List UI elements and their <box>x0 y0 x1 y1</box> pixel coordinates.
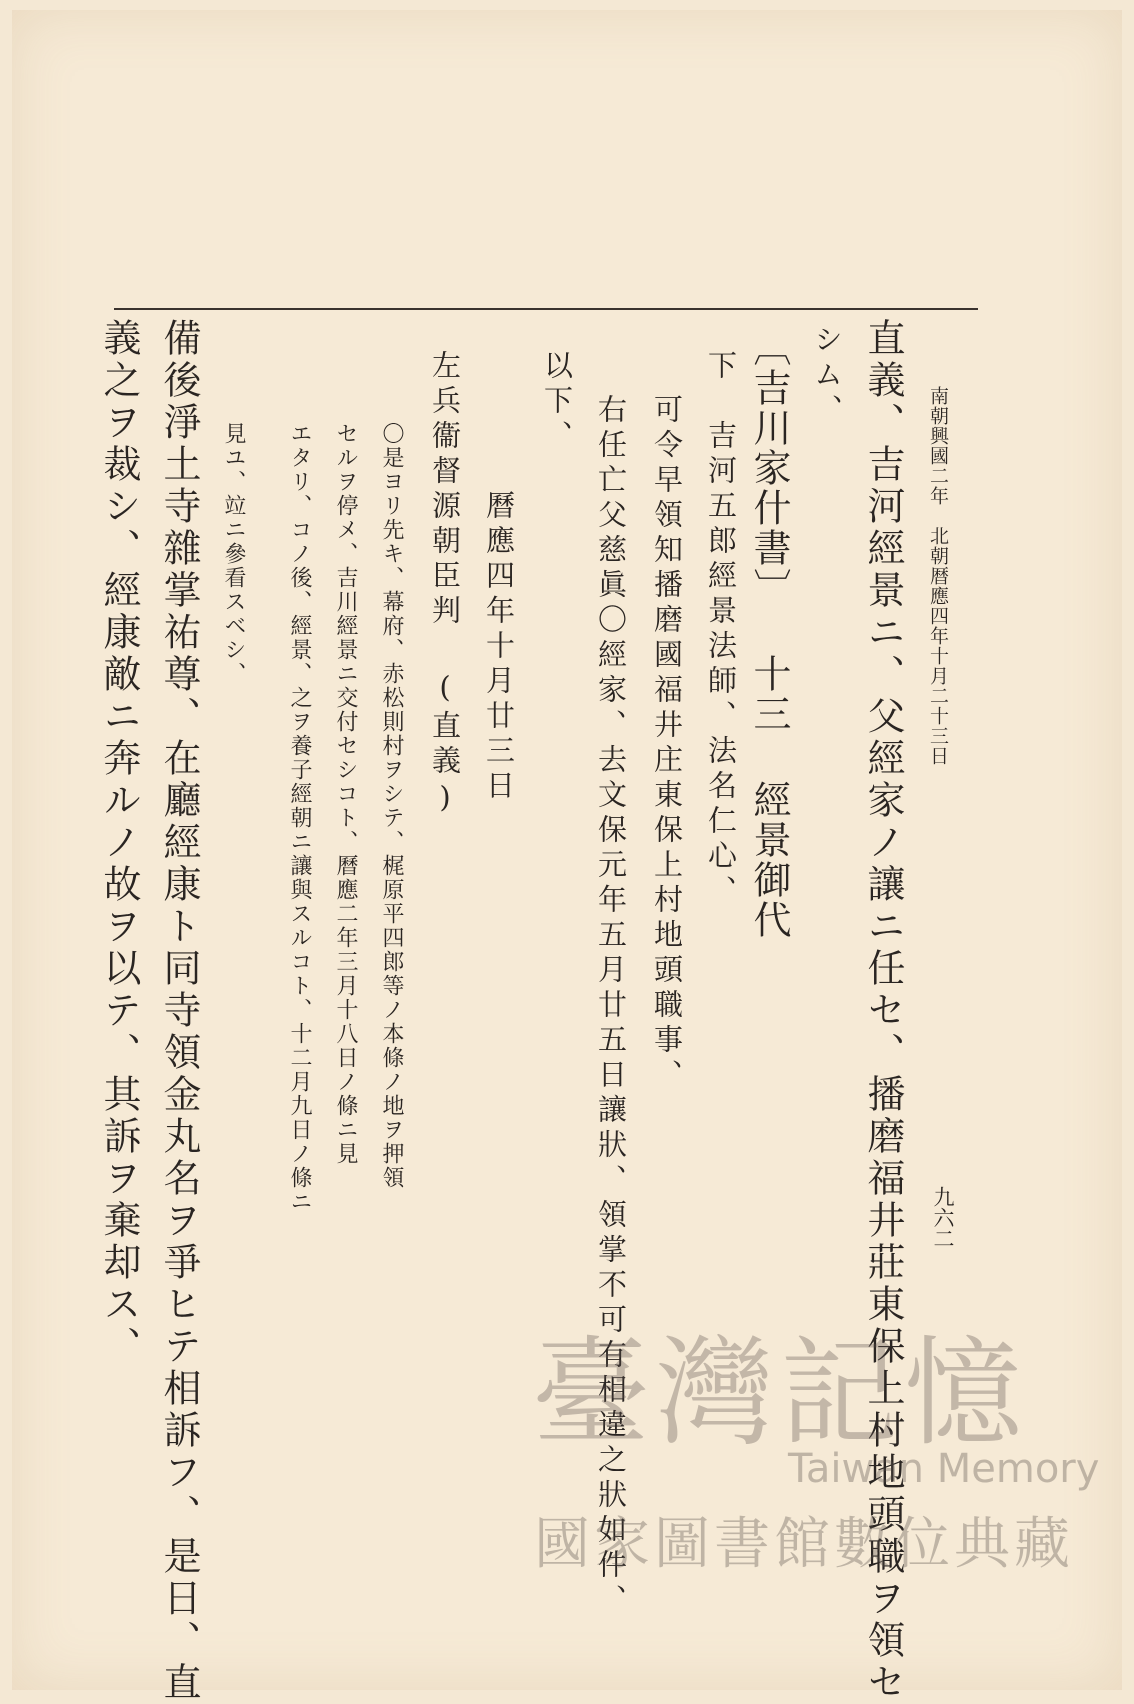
watermark-chinese: 國家圖書館數位典藏 <box>534 1512 1074 1577</box>
text-column-15: 義之ヲ裁シ、經康敵ニ奔ルノ故ヲ以テ、其訴ヲ棄却ス、 <box>97 318 141 1368</box>
note-column-4: 見ユ、竝ニ參看スベシ、 <box>221 422 246 686</box>
page-number: 九六二 <box>931 1186 955 1249</box>
text-column-5: 可令早領知播磨國福井庄東保上村地頭職事、 <box>650 394 684 1094</box>
date-line: 曆應四年十月廿三日 <box>482 490 516 805</box>
signature-line: 左兵衞督源朝臣判 (直義) <box>428 350 462 820</box>
source-title: 〔吉川家什書〕 十三 經景御代 <box>747 328 791 940</box>
note-column-2: セルヲ停メ、吉川經景ニ交付セシコト、曆應二年三月十八日ノ條ニ見 <box>333 422 358 1166</box>
text-column-4: 下 吉河五郎經景法師、法名仁心、 <box>704 350 738 910</box>
note-column-1: 〇是ヨリ先キ、幕府、赤松則村ヲシテ、梶原平四郎等ノ本條ノ地ヲ押領 <box>379 422 404 1190</box>
note-column-3: エタリ、コノ後、經景、之ヲ養子經朝ニ讓與スルコト、十二月九日ノ條ニ <box>287 422 312 1214</box>
text-column-14: 備後淨土寺雜掌祐尊、在廳經康ト同寺領金丸名ヲ爭ヒテ相訴フ、是日、直 <box>157 318 201 1704</box>
watermark-english: Taiwan Memory <box>788 1446 1100 1492</box>
text-column-7: 以下、 <box>540 350 574 455</box>
text-column-2: シム、 <box>810 324 844 429</box>
page <box>12 10 1122 1704</box>
text-column-6: 右任亡父慈眞〇經家、去文保元年五月廿五日讓狀、領掌不可有相違之狀如件、 <box>594 394 628 1619</box>
text-column-1: 直義、吉河經景ニ、父經家ノ讓ニ任セ、播磨福井莊東保上村地頭職ヲ領セ <box>861 318 905 1704</box>
header-rule <box>114 308 978 310</box>
running-head: 南朝興國二年 北朝暦應四年十月二十三日 <box>927 386 949 766</box>
watermark-logo: 臺灣記憶 <box>532 1324 1029 1462</box>
